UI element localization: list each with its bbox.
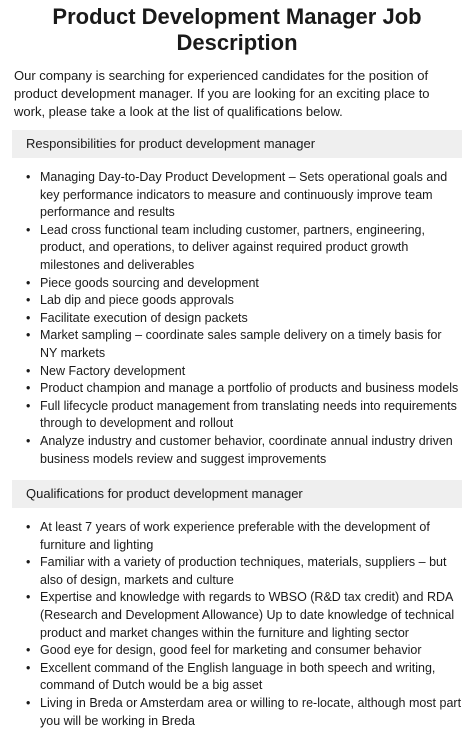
list-item-text: Good eye for design, good feel for marketing and consumer behavior: [40, 643, 422, 658]
list-item: [26, 222, 462, 275]
bullet-icon: •: [26, 398, 31, 413]
bullet-icon: •: [26, 381, 31, 396]
bullet-icon: •: [26, 660, 31, 675]
list-item-text: Full lifecycle product management from translating needs into requirements through to development and rollout: [40, 398, 457, 431]
list-item: [26, 380, 462, 398]
bullet-icon: •: [26, 170, 31, 184]
bullet-icon: •: [26, 433, 31, 448]
list-item-text: Excellent command of the English language in both speech and writing, command of Dutch would be a big asset: [40, 660, 436, 693]
list-item: [26, 660, 462, 695]
list-item-text: Living in Breda or Amsterdam area or willing to re-locate, although most part you will be working in Breda: [40, 696, 462, 728]
list-item: [26, 398, 462, 433]
list-item: [26, 275, 462, 293]
bullet-icon: •: [26, 222, 31, 237]
list-item: [26, 363, 462, 381]
list-item: [26, 589, 462, 642]
list-item-text: Managing Day-to-Day Product Development – Sets operational goals and key performance indicators to measure and continuously improve team performance and results: [40, 170, 448, 220]
list-item-text: Piece goods sourcing and development: [40, 275, 259, 290]
list-item: [26, 169, 462, 222]
list-item-text: At least 7 years of work experience preferable with the development of furniture and lighting: [40, 520, 430, 552]
list-item-text: Analyze industry and customer behavior, coordinate annual industry driven business models review and suggest improvements: [40, 433, 453, 466]
bullet-icon: •: [26, 696, 31, 711]
list-item: [26, 695, 462, 730]
list-item-text: Lab dip and piece goods approvals: [40, 293, 234, 308]
list-item-text: Market sampling – coordinate sales sample delivery on a timely basis for NY markets: [40, 328, 442, 360]
responsibilities-list: [12, 169, 462, 468]
page-title: Product Development Manager Job Description: [52, 4, 422, 55]
list-item: [26, 433, 462, 468]
list-item-text: New Factory development: [40, 363, 186, 378]
list-item: [26, 310, 462, 328]
bullet-icon: •: [26, 328, 31, 343]
list-item: [26, 327, 462, 362]
bullet-icon: •: [26, 275, 31, 290]
qualifications-heading: Qualifications for product development manager: [12, 480, 462, 508]
bullet-icon: •: [26, 520, 31, 535]
qualifications-list: [12, 519, 462, 730]
bullet-icon: •: [26, 643, 31, 658]
list-item: [26, 554, 462, 589]
bullet-icon: •: [26, 310, 31, 325]
intro-paragraph: Our company is searching for experienced candidates for the position of product development manager. If you are looking for an exciting place to work, please take a look at the list of qualifications below.: [14, 68, 430, 119]
list-item-text: Product champion and manage a portfolio of products and business models: [40, 381, 459, 396]
list-item-text: Lead cross functional team including customer, partners, engineering, product, and operations, to deliver against required product growth milestones and deliverables: [40, 222, 425, 272]
list-item: [26, 519, 462, 554]
responsibilities-heading: Responsibilities for product development manager: [12, 130, 462, 158]
bullet-icon: •: [26, 293, 31, 308]
list-item: [26, 642, 462, 660]
list-item-text: Expertise and knowledge with regards to WBSO (R&D tax credit) and RDA (Research and Development Allowance) Up to date knowledge of technical product and market changes within the furniture and lighting sector: [40, 590, 455, 640]
list-item: [26, 292, 462, 310]
list-item-text: Facilitate execution of design packets: [40, 310, 248, 325]
bullet-icon: •: [26, 555, 31, 570]
bullet-icon: •: [26, 590, 31, 605]
bullet-icon: •: [26, 363, 31, 378]
list-item-text: Familiar with a variety of production techniques, materials, suppliers – but also of design, markets and culture: [40, 555, 447, 587]
